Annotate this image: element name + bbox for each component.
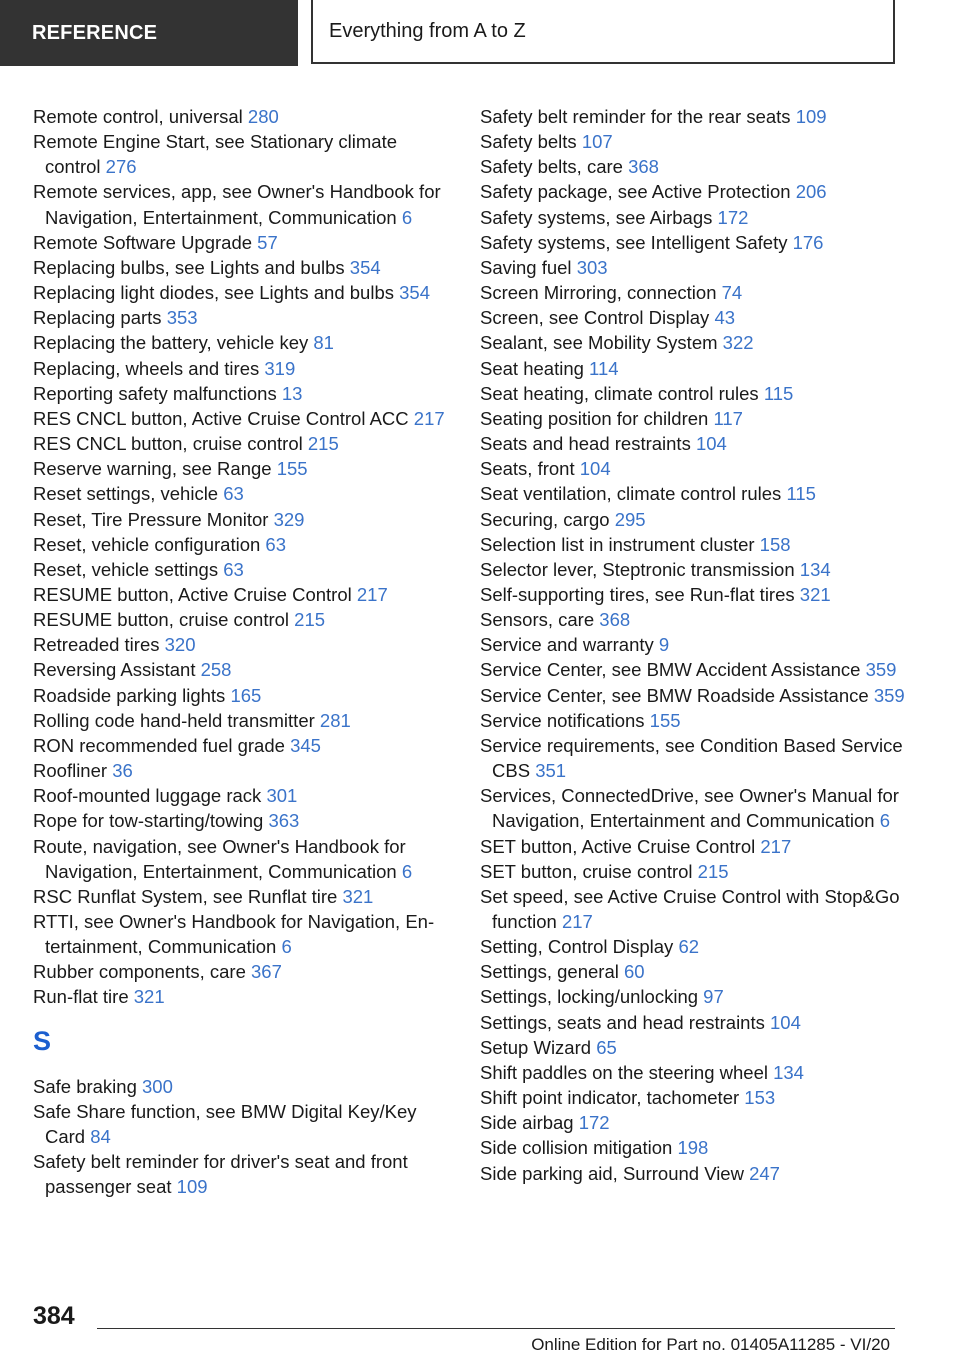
index-entry-text: Replacing the battery, vehicle key — [33, 332, 314, 354]
index-entry-text: Side collision mitigation — [480, 1137, 678, 1159]
index-entry — [33, 683, 453, 708]
page-reference-link[interactable]: 354 — [349, 256, 381, 278]
index-entry — [480, 104, 920, 129]
index-entry — [33, 808, 453, 833]
index-entry — [33, 330, 453, 355]
page-reference-link[interactable]: 321 — [342, 885, 374, 907]
page-reference-link[interactable]: 215 — [294, 609, 326, 631]
index-entry-text: Seat heating, climate control rules — [480, 382, 764, 404]
index-entry — [480, 1010, 920, 1035]
page-reference-link[interactable]: 172 — [717, 206, 749, 228]
index-entry-text: Screen, see Control Display — [480, 307, 715, 329]
index-entry-text: Replacing parts — [33, 307, 167, 329]
index-entry-text: Service and warranty — [480, 634, 659, 656]
index-entry — [480, 481, 920, 506]
index-entry — [33, 708, 453, 733]
index-entry-text: Safe Share function, see BMW Digital Key/Key Card — [33, 1100, 417, 1147]
index-entry-text: Replacing, wheels and tires — [33, 357, 265, 379]
page-reference-link[interactable]: 9 — [658, 634, 670, 656]
index-entry-text: Shift point indicator, tachometer — [480, 1087, 745, 1109]
index-entry — [33, 230, 453, 255]
index-entry — [480, 632, 920, 657]
index-entry-text: Safety systems, see Airbags — [480, 206, 718, 228]
index-entry — [480, 280, 920, 305]
index-entry-text: Sensors, care — [480, 609, 600, 631]
index-entry — [480, 205, 920, 230]
index-entry — [33, 1074, 453, 1099]
index-entry-text: Saving fuel — [480, 256, 577, 278]
index-entry — [480, 1161, 920, 1186]
page-reference-link[interactable]: 215 — [307, 433, 339, 455]
index-entry-text: Selection list in instrument cluster — [480, 533, 760, 555]
index-entry — [33, 557, 453, 582]
index-entry-text: RES CNCL button, Active Cruise Control ACC — [33, 407, 414, 429]
page-reference-link[interactable]: 217 — [760, 835, 792, 857]
index-entry — [480, 683, 920, 708]
index-entry — [33, 632, 453, 657]
index-entry-text: Safety belt reminder for the rear seats — [480, 106, 796, 127]
index-entry — [33, 507, 453, 532]
index-entry-text: Side parking aid, Surround View — [480, 1162, 750, 1184]
page-reference-link[interactable]: 13 — [281, 382, 303, 404]
index-entry-text: Sealant, see Mobility System — [480, 332, 723, 354]
index-column-right — [480, 104, 920, 1186]
index-entry — [480, 557, 920, 582]
index-entry — [33, 255, 453, 280]
page-reference-link[interactable]: 329 — [273, 508, 305, 530]
index-entry-text: Safety belt reminder for driver's seat and front passenger seat — [33, 1151, 408, 1198]
page-reference-link[interactable]: 6 — [401, 860, 413, 882]
index-entry — [480, 582, 920, 607]
page-reference-link[interactable]: 107 — [581, 131, 613, 153]
page-reference-link[interactable]: 115 — [786, 483, 816, 505]
page-reference-link[interactable]: 303 — [576, 256, 608, 278]
index-entry — [33, 280, 453, 305]
index-entry-text: Roofliner — [33, 760, 113, 782]
page-reference-link[interactable]: 359 — [873, 684, 905, 706]
index-entry — [480, 984, 920, 1009]
index-entry-text: Service requirements, see Condition Based Service CBS — [480, 734, 903, 782]
index-entry-text: Safe braking — [33, 1075, 143, 1097]
page-reference-link[interactable]: 301 — [266, 785, 298, 807]
index-entry-text: Reset settings, vehicle — [33, 483, 224, 505]
page-reference-link[interactable]: 320 — [164, 634, 196, 656]
page-reference-link[interactable]: 276 — [105, 156, 137, 178]
index-entry-text: Settings, general — [480, 961, 624, 983]
index-entry-text: Remote Software Upgrade — [33, 231, 258, 253]
index-entry-text: Replacing light diodes, see Lights and bulbs — [33, 282, 400, 304]
index-entry — [33, 1099, 453, 1149]
page-reference-link[interactable]: 217 — [356, 583, 388, 605]
index-entry — [480, 456, 920, 481]
index-entry — [480, 356, 920, 381]
page-reference-link[interactable]: 172 — [578, 1112, 610, 1134]
page-reference-link[interactable]: 217 — [561, 911, 593, 932]
index-entry-text: Rope for tow-starting/towing — [33, 810, 269, 832]
index-entry-text: Rolling code hand-held transmitter — [33, 709, 320, 731]
index-entry — [33, 179, 453, 229]
index-entry — [33, 356, 453, 381]
index-entry — [33, 607, 453, 632]
page-reference-link[interactable]: 280 — [247, 106, 279, 127]
index-entry — [33, 783, 453, 808]
page-reference-link[interactable]: 198 — [677, 1137, 709, 1159]
index-entry — [480, 959, 920, 984]
index-entry — [480, 934, 920, 959]
index-entry — [33, 104, 453, 129]
page-reference-link[interactable]: 63 — [265, 533, 286, 555]
page-reference-link[interactable]: 367 — [251, 961, 282, 983]
page-reference-link[interactable]: 63 — [223, 483, 244, 505]
section-tab: REFERENCE — [0, 0, 298, 66]
index-entry — [480, 532, 920, 557]
page-reference-link[interactable]: 322 — [722, 332, 754, 354]
index-entry-text: RTTI, see Owner's Handbook for Navigation, Entertainment, Communication — [33, 911, 435, 958]
index-entry-text: SET button, cruise control — [480, 860, 698, 882]
index-entry-text: Reporting safety malfunctions — [33, 382, 282, 404]
page-reference-link[interactable]: 300 — [142, 1075, 173, 1097]
page-reference-link[interactable]: 62 — [678, 936, 700, 958]
index-entry — [33, 884, 453, 909]
page-reference-link[interactable]: 165 — [230, 684, 262, 706]
page-reference-link[interactable]: 115 — [763, 382, 794, 404]
page-reference-link[interactable]: 104 — [695, 433, 727, 455]
index-entry — [480, 154, 920, 179]
page-reference-link[interactable]: 258 — [200, 659, 232, 681]
index-entry — [480, 255, 920, 280]
index-entry-text: RON recommended fuel grade — [33, 734, 291, 756]
index-entry — [480, 507, 920, 532]
index-entry-text: SET button, Active Cruise Control — [480, 835, 761, 857]
index-entry — [480, 1060, 920, 1085]
index-entry — [33, 657, 453, 682]
index-entry — [33, 381, 453, 406]
index-entry — [33, 406, 453, 431]
index-entry-text: Roof-mounted luggage rack — [33, 785, 267, 807]
page-reference-link[interactable]: 97 — [703, 986, 724, 1008]
index-entry — [480, 607, 920, 632]
index-entry — [33, 582, 453, 607]
index-entry-text: RSC Runflat System, see Runflat tire — [33, 885, 343, 907]
index-entry — [480, 783, 920, 833]
page-reference-link[interactable]: 65 — [596, 1036, 617, 1058]
page-reference-link[interactable]: 74 — [721, 282, 743, 304]
index-entry-text: Run-flat tire — [33, 986, 134, 1008]
page-reference-link[interactable]: 158 — [759, 533, 791, 555]
page-reference-link[interactable]: 215 — [697, 860, 729, 882]
page-number: 384 — [33, 1302, 75, 1330]
index-entry-text: Screen Mirroring, connection — [480, 282, 722, 304]
index-entry — [33, 1149, 453, 1199]
index-entry — [33, 129, 453, 179]
index-entry-text: Seat heating — [480, 357, 590, 379]
index-list-r — [33, 104, 453, 1010]
index-entry — [480, 884, 920, 934]
index-entry-text: Reserve warning, see Range — [33, 458, 277, 480]
page-reference-link[interactable]: 359 — [865, 659, 897, 681]
index-column-left — [33, 104, 453, 1199]
index-entry-text: Remote control, universal — [33, 106, 248, 127]
index-entry — [480, 708, 920, 733]
index-entry-text: Seating position for children — [480, 407, 714, 429]
page-reference-link[interactable]: 63 — [223, 558, 244, 580]
index-entry-text: Side airbag — [480, 1112, 579, 1134]
index-entry — [33, 984, 453, 1009]
page-header — [0, 0, 960, 66]
index-entry — [33, 456, 453, 481]
page-reference-link[interactable]: 109 — [176, 1176, 208, 1198]
page-reference-link[interactable]: 43 — [714, 307, 736, 329]
index-entry-text: Setup Wizard — [480, 1036, 597, 1058]
index-entry — [33, 834, 453, 884]
page-reference-link[interactable]: 247 — [749, 1162, 780, 1184]
page-reference-link[interactable]: 84 — [90, 1125, 111, 1147]
page-reference-link[interactable]: 36 — [112, 760, 133, 782]
index-entry — [480, 733, 920, 783]
index-entry-text: Reversing Assistant — [33, 659, 201, 681]
page-reference-link[interactable]: 134 — [799, 558, 831, 580]
page-reference-link[interactable]: 6 — [879, 810, 890, 832]
page-reference-link[interactable]: 81 — [313, 332, 334, 354]
index-entry-text: Route, navigation, see Owner's Handbook for Navigation, Entertainment, Communication — [33, 835, 406, 882]
index-entry-text: Settings, seats and head restraints — [480, 1011, 771, 1033]
index-entry — [480, 1135, 920, 1160]
index-entry-text: Safety belts — [480, 131, 582, 153]
page-reference-link[interactable]: 206 — [795, 181, 827, 203]
index-entry — [33, 532, 453, 557]
index-entry — [480, 230, 920, 255]
index-list-s-continued — [480, 104, 920, 1186]
index-entry-text: Services, ConnectedDrive, see Owner's Manual for Navigation, Entertainment and Communication — [480, 785, 899, 832]
index-entry — [480, 1110, 920, 1135]
index-entry — [33, 305, 453, 330]
page-reference-link[interactable]: 321 — [133, 986, 165, 1008]
page-reference-link[interactable]: 351 — [535, 760, 567, 782]
page-reference-link[interactable]: 6 — [401, 206, 413, 228]
page-reference-link[interactable]: 363 — [268, 810, 300, 832]
index-entry-text: Self-supporting tires, see Run-flat tires — [480, 583, 800, 605]
page-reference-link[interactable]: 57 — [257, 231, 278, 253]
page-reference-link[interactable]: 368 — [628, 156, 659, 178]
page-reference-link[interactable]: 321 — [799, 583, 831, 605]
footer-divider — [97, 1328, 895, 1329]
index-entry-text: Selector lever, Steptronic transmission — [480, 558, 800, 580]
page-reference-link[interactable]: 153 — [744, 1087, 776, 1109]
index-entry — [480, 381, 920, 406]
index-entry — [33, 733, 453, 758]
index-entry-text: RESUME button, Active Cruise Control — [33, 583, 357, 605]
index-entry-text: Remote Engine Start, see Stationary climate control — [33, 131, 398, 178]
index-entry-text: Roadside parking lights — [33, 684, 231, 706]
index-entry-text: Remote services, app, see Owner's Handbook for Navigation, Entertainment, Communication — [33, 181, 441, 228]
index-entry-text: Retreaded tires — [33, 634, 165, 656]
index-entry — [480, 834, 920, 859]
index-entry-text: Rubber components, care — [33, 961, 252, 983]
page-reference-link[interactable]: 155 — [276, 458, 308, 480]
index-entry-text: RESUME button, cruise control — [33, 609, 295, 631]
index-entry-text: RES CNCL button, cruise control — [33, 433, 308, 455]
page-reference-link[interactable]: 104 — [770, 1011, 801, 1033]
index-entry — [480, 129, 920, 154]
index-entry-text: Service Center, see BMW Accident Assistance — [480, 659, 866, 681]
index-entry-text: Service Center, see BMW Roadside Assistance — [480, 684, 874, 706]
index-entry-text: Seat ventilation, climate control rules — [480, 483, 787, 505]
page-reference-link[interactable]: 217 — [413, 407, 445, 429]
index-entry — [480, 406, 920, 431]
index-entry — [33, 909, 453, 959]
page-reference-link[interactable]: 353 — [166, 307, 198, 329]
header-title: Everything from A to Z — [311, 0, 895, 64]
page-reference-link[interactable]: 109 — [795, 106, 827, 127]
index-entry-text: Settings, locking/unlocking — [480, 986, 704, 1008]
footer-edition: Online Edition for Part no. 01405A11285 - VI/20 — [531, 1335, 890, 1354]
index-entry-text: Reset, vehicle settings — [33, 558, 224, 580]
page-reference-link[interactable]: 295 — [614, 508, 646, 530]
index-entry — [480, 657, 920, 682]
index-entry — [33, 431, 453, 456]
page-reference-link[interactable]: 134 — [773, 1061, 804, 1083]
index-entry — [33, 959, 453, 984]
index-entry-text: Safety systems, see Intelligent Safety — [480, 231, 793, 253]
section-letter: S — [33, 1025, 52, 1056]
page-reference-link[interactable]: 117 — [713, 407, 743, 429]
page-reference-link[interactable]: 368 — [599, 609, 631, 631]
index-entry-text: Safety belts, care — [480, 156, 629, 178]
index-entry — [33, 481, 453, 506]
index-list-s-start — [33, 1074, 453, 1200]
index-entry — [33, 758, 453, 783]
index-entry-text: Seats and head restraints — [480, 433, 696, 455]
index-entry — [480, 1085, 920, 1110]
index-entry-text: Service notifications — [480, 709, 650, 731]
page-reference-link[interactable]: 6 — [281, 936, 292, 958]
index-entry — [480, 179, 920, 204]
page-reference-link[interactable]: 281 — [319, 709, 351, 731]
index-entry-text: Reset, Tire Pressure Monitor — [33, 508, 274, 530]
index-entry-text: Reset, vehicle configuration — [33, 533, 266, 555]
index-entry-text: Safety package, see Active Protection — [480, 181, 796, 203]
page-reference-link[interactable]: 176 — [792, 231, 824, 253]
index-entry — [480, 1035, 920, 1060]
page-reference-link[interactable]: 354 — [399, 282, 431, 304]
index-entry-text: Set speed, see Active Cruise Control with Stop&Go function — [480, 885, 900, 932]
page-reference-link[interactable]: 60 — [623, 961, 645, 983]
page-reference-link[interactable]: 104 — [579, 458, 611, 480]
index-entry — [480, 859, 920, 884]
index-entry-text: Shift paddles on the steering wheel — [480, 1061, 774, 1083]
page-reference-link[interactable]: 319 — [264, 357, 296, 379]
page-reference-link[interactable]: 155 — [649, 709, 681, 731]
index-entry-text: Securing, cargo — [480, 508, 615, 530]
index-entry-text: Replacing bulbs, see Lights and bulbs — [33, 256, 350, 278]
index-entry — [480, 330, 920, 355]
index-entry — [480, 305, 920, 330]
page-reference-link[interactable]: 114 — [589, 357, 619, 379]
index-entry-text: Setting, Control Display — [480, 936, 679, 958]
page-reference-link[interactable]: 345 — [290, 734, 321, 756]
index-entry — [480, 431, 920, 456]
index-entry-text: Seats, front — [480, 458, 580, 480]
